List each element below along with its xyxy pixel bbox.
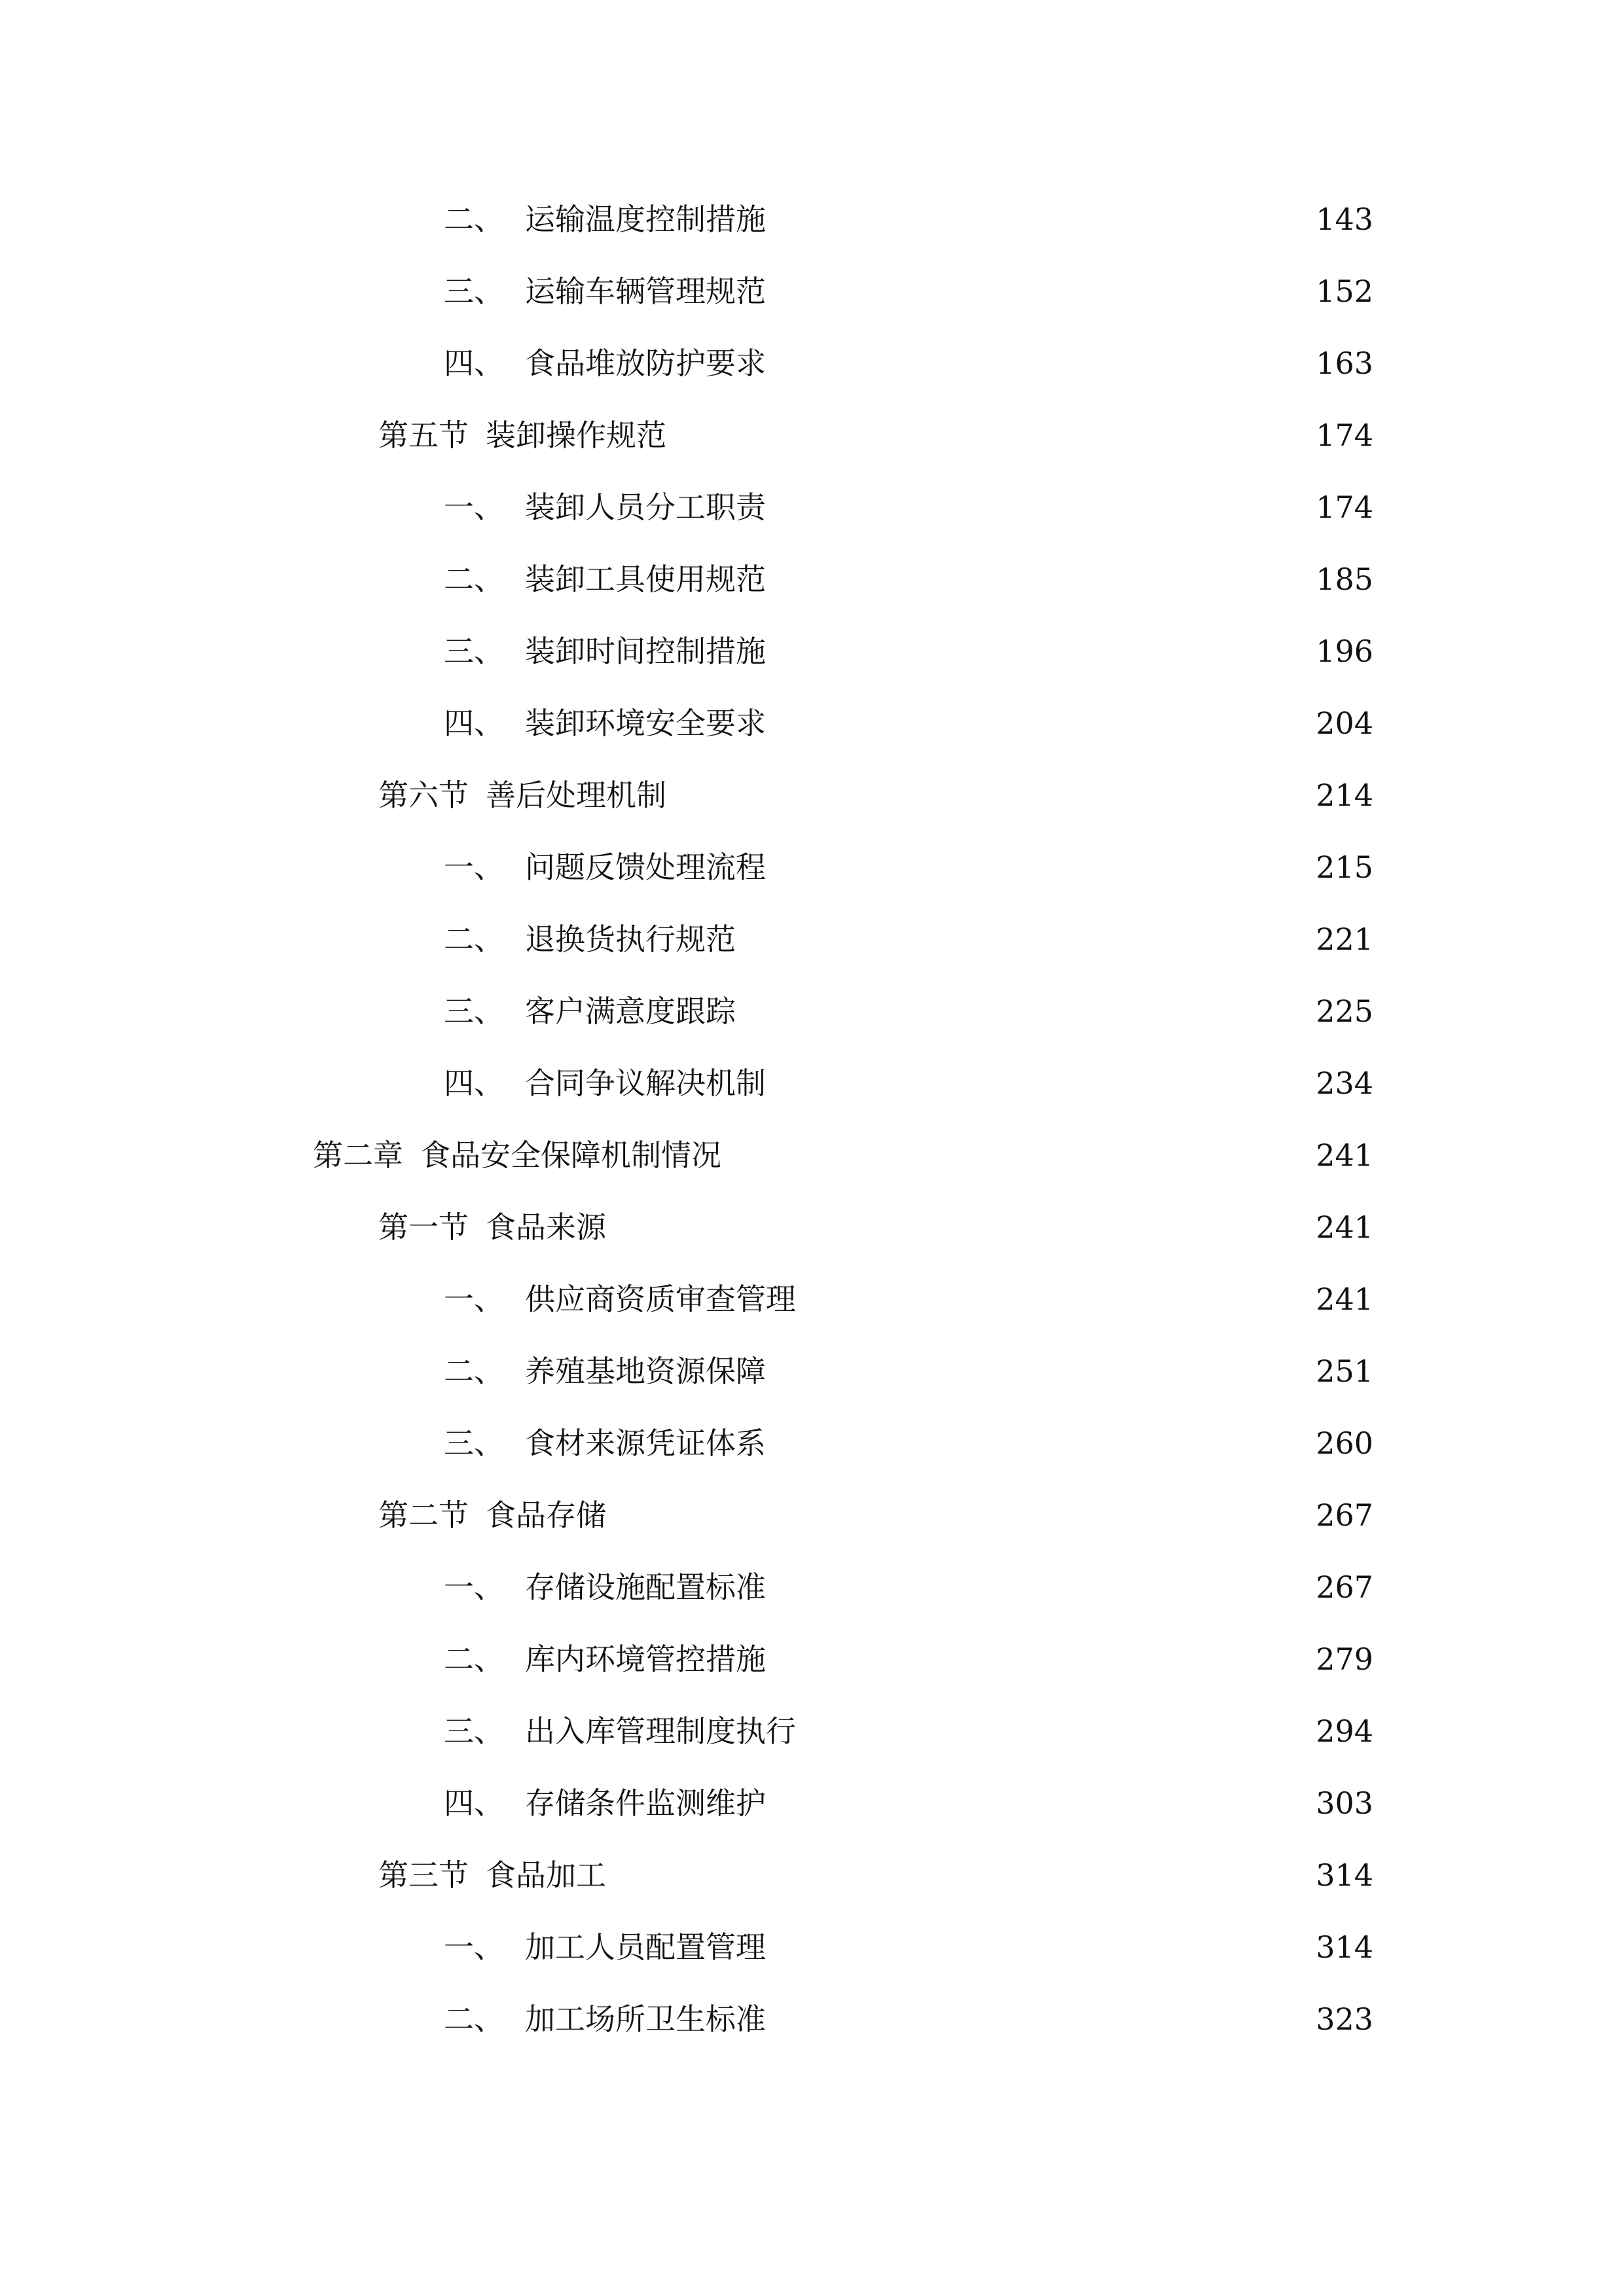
toc-entry-number: 四、	[444, 1785, 504, 1821]
dot-leader	[804, 1716, 1307, 1746]
toc-entry[interactable]	[444, 975, 1373, 1047]
toc-entry-number: 三、	[444, 1426, 504, 1461]
toc-entry-page-number: 314	[1316, 1857, 1373, 1893]
toc-entry[interactable]	[444, 543, 1373, 615]
dot-leader	[774, 1932, 1307, 1962]
toc-entry[interactable]	[444, 1695, 1373, 1767]
dot-leader	[774, 636, 1307, 666]
toc-entry-page-number: 251	[1316, 1354, 1373, 1389]
toc-entry-title: 存储条件监测维护	[525, 1785, 766, 1821]
dot-leader	[614, 1212, 1307, 1242]
dot-leader	[774, 1428, 1307, 1458]
toc-entry-page-number: 260	[1316, 1426, 1373, 1461]
toc-entry[interactable]	[444, 687, 1373, 759]
toc-entry-title: 问题反馈处理流程	[525, 850, 766, 885]
toc-entry-page-number: 214	[1316, 778, 1373, 813]
toc-entry[interactable]	[444, 1983, 1373, 2055]
toc-entry-page-number: 163	[1316, 346, 1373, 381]
toc-entry-title: 库内环境管控措施	[525, 1641, 766, 1677]
toc-entry[interactable]	[444, 255, 1373, 327]
toc-entry-number: 一、	[444, 1929, 504, 1965]
toc-entry-page-number: 196	[1316, 634, 1373, 669]
dot-leader	[774, 204, 1307, 234]
toc-entry[interactable]	[444, 1551, 1373, 1623]
toc-entry-title: 装卸时间控制措施	[525, 634, 766, 669]
dot-leader	[674, 420, 1307, 450]
toc-entry-title: 装卸环境安全要求	[525, 706, 766, 741]
toc-entry[interactable]	[444, 1047, 1373, 1119]
toc-entry-page-number: 267	[1316, 1498, 1373, 1533]
toc-entry-number: 第六节	[378, 778, 469, 813]
toc-entry-title: 装卸工具使用规范	[525, 562, 766, 597]
toc-entry-number: 第二节	[378, 1498, 469, 1533]
dot-leader	[774, 1356, 1307, 1386]
toc-entry-page-number: 225	[1316, 994, 1373, 1029]
toc-entry-page-number: 323	[1316, 2001, 1373, 2037]
dot-leader	[774, 852, 1307, 882]
toc-entry[interactable]	[313, 1119, 1373, 1191]
dot-leader	[774, 1572, 1307, 1602]
toc-entry-title: 存储设施配置标准	[525, 1570, 766, 1605]
dot-leader	[774, 348, 1307, 378]
toc-entry-number: 二、	[444, 1354, 504, 1389]
toc-entry-number: 四、	[444, 706, 504, 741]
dot-leader	[774, 564, 1307, 594]
toc-entry-number: 三、	[444, 1713, 504, 1749]
toc-entry-number: 三、	[444, 274, 504, 309]
toc-entry-page-number: 174	[1316, 418, 1373, 453]
toc-entry-page-number: 241	[1316, 1138, 1373, 1173]
toc-entry-title: 养殖基地资源保障	[525, 1354, 766, 1389]
toc-entry[interactable]	[444, 1911, 1373, 1983]
toc-entry-number: 三、	[444, 994, 504, 1029]
toc-entry[interactable]	[444, 471, 1373, 543]
dot-leader	[774, 492, 1307, 522]
toc-entry[interactable]	[444, 1623, 1373, 1695]
toc-entry-title: 食品加工	[486, 1857, 606, 1893]
toc-entry[interactable]	[378, 1479, 1373, 1551]
toc-entry-title: 装卸人员分工职责	[525, 490, 766, 525]
toc-entry[interactable]	[444, 1407, 1373, 1479]
dot-leader	[804, 1284, 1307, 1314]
toc-entry-number: 二、	[444, 562, 504, 597]
toc-entry-title: 加工场所卫生标准	[525, 2001, 766, 2037]
toc-entry-page-number: 221	[1316, 922, 1373, 957]
toc-entry-page-number: 174	[1316, 490, 1373, 525]
toc-entry-page-number: 303	[1316, 1785, 1373, 1821]
dot-leader	[614, 1500, 1307, 1530]
toc-entry-number: 二、	[444, 202, 504, 237]
dot-leader	[774, 2004, 1307, 2034]
toc-entry-title: 食品存储	[486, 1498, 606, 1533]
toc-entry-number: 四、	[444, 346, 504, 381]
dot-leader	[774, 1788, 1307, 1818]
toc-entry-number: 二、	[444, 1641, 504, 1677]
toc-entry[interactable]	[378, 1191, 1373, 1263]
toc-entry-title: 运输车辆管理规范	[525, 274, 766, 309]
toc-entry-title: 出入库管理制度执行	[525, 1713, 796, 1749]
toc-entry-number: 一、	[444, 1570, 504, 1605]
toc-entry-title: 合同争议解决机制	[525, 1066, 766, 1101]
dot-leader	[744, 924, 1307, 954]
dot-leader	[774, 1068, 1307, 1098]
toc-entry-page-number: 294	[1316, 1713, 1373, 1749]
dot-leader	[674, 780, 1307, 810]
toc-entry-page-number: 267	[1316, 1570, 1373, 1605]
toc-entry-page-number: 241	[1316, 1210, 1373, 1245]
toc-entry-title: 退换货执行规范	[525, 922, 736, 957]
dot-leader	[774, 276, 1307, 306]
toc-entry[interactable]	[444, 183, 1373, 255]
toc-entry-title: 供应商资质审查管理	[525, 1282, 796, 1317]
toc-entry-number: 一、	[444, 1282, 504, 1317]
toc-entry-title: 食品安全保障机制情况	[420, 1138, 721, 1173]
toc-entry-page-number: 215	[1316, 850, 1373, 885]
toc-entry-page-number: 185	[1316, 562, 1373, 597]
toc-entry-number: 第三节	[378, 1857, 469, 1893]
toc-entry-page-number: 241	[1316, 1282, 1373, 1317]
toc-entry[interactable]	[378, 399, 1373, 471]
toc-entry-title: 客户满意度跟踪	[525, 994, 736, 1029]
toc-entry[interactable]	[378, 1839, 1373, 1911]
toc-entry-page-number: 143	[1316, 202, 1373, 237]
toc-entry-title: 食品堆放防护要求	[525, 346, 766, 381]
toc-entry-page-number: 314	[1316, 1929, 1373, 1965]
toc-entry-number: 第五节	[378, 418, 469, 453]
dot-leader	[774, 708, 1307, 738]
dot-leader	[729, 1140, 1307, 1170]
toc-entry[interactable]	[444, 1767, 1373, 1839]
toc-entry[interactable]	[444, 831, 1373, 903]
toc-entry-title: 运输温度控制措施	[525, 202, 766, 237]
toc-entry-title: 加工人员配置管理	[525, 1929, 766, 1965]
toc-entry[interactable]	[444, 327, 1373, 399]
toc-entry-number: 第一节	[378, 1210, 469, 1245]
toc-entry-title: 装卸操作规范	[486, 418, 666, 453]
toc-entry-number: 一、	[444, 490, 504, 525]
toc-entry-page-number: 234	[1316, 1066, 1373, 1101]
dot-leader	[614, 1860, 1307, 1890]
toc-entry-title: 善后处理机制	[486, 778, 666, 813]
toc-entry-page-number: 204	[1316, 706, 1373, 741]
toc-entry-number: 三、	[444, 634, 504, 669]
dot-leader	[774, 1644, 1307, 1674]
toc-entry-title: 食品来源	[486, 1210, 606, 1245]
toc-entry[interactable]	[444, 1263, 1373, 1335]
toc-entry[interactable]	[444, 903, 1373, 975]
toc-entry[interactable]	[378, 759, 1373, 831]
toc-entry-page-number: 279	[1316, 1641, 1373, 1677]
toc-entry-title: 食材来源凭证体系	[525, 1426, 766, 1461]
dot-leader	[744, 996, 1307, 1026]
toc-entry-number: 四、	[444, 1066, 504, 1101]
toc-entry[interactable]	[444, 1335, 1373, 1407]
toc-entry-number: 二、	[444, 2001, 504, 2037]
toc-entry[interactable]	[444, 615, 1373, 687]
toc-entry-number: 二、	[444, 922, 504, 957]
toc-entry-number: 第二章	[313, 1138, 403, 1173]
toc-entry-number: 一、	[444, 850, 504, 885]
toc-entry-page-number: 152	[1316, 274, 1373, 309]
